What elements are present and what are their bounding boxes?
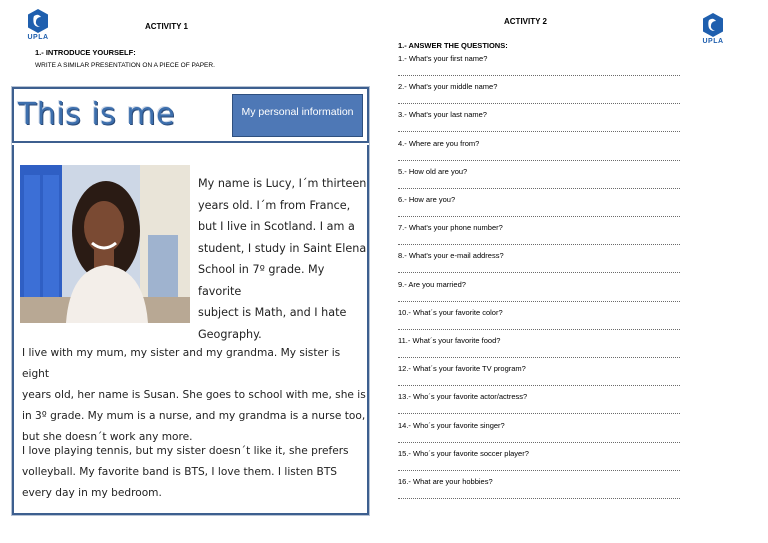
question-item: 11.- What´s your favorite food? xyxy=(398,336,501,345)
answer-line[interactable] xyxy=(398,301,680,302)
upla-logo-left xyxy=(26,8,50,41)
instruction-text: WRITE A SIMILAR PRESENTATION ON A PIECE OF PAPER. xyxy=(35,62,215,69)
question-item: 4.- Where are you from? xyxy=(398,138,480,148)
question-item: 1.- What's your first name? xyxy=(398,54,488,63)
question-item: 8.- What's your e-mail address? xyxy=(398,251,504,261)
worksheet-header xyxy=(12,87,369,143)
answer-line[interactable] xyxy=(398,470,680,471)
activity-2-title: ACTIVITY 2 xyxy=(504,17,547,26)
question-item: 3.- What's your last name? xyxy=(398,110,487,120)
this-is-me-worksheet xyxy=(11,86,370,516)
text-line: years old. I´m from France, xyxy=(198,198,351,212)
question-item: 6.- How are you? xyxy=(398,195,456,204)
paragraph-beside-photo xyxy=(198,173,368,345)
text-line: student, I study in Saint Elena xyxy=(198,241,367,255)
activity-1-title: ACTIVITY 1 xyxy=(145,22,188,31)
text-line: Geography. xyxy=(198,327,262,341)
text-line: My name is Lucy, I´m thirteen xyxy=(198,177,367,190)
question-item: 14.- Who´s your favorite singer? xyxy=(398,420,505,430)
answer-line[interactable] xyxy=(398,131,680,132)
answer-line[interactable] xyxy=(398,244,680,245)
upla-emblem-icon xyxy=(701,12,725,38)
text-line: School in 7º grade. My favorite xyxy=(198,263,325,298)
answer-line[interactable] xyxy=(398,75,680,76)
paragraph-family xyxy=(22,343,367,448)
answer-line[interactable] xyxy=(398,160,680,161)
text-line: but I live in Scotland. I am a xyxy=(198,220,355,233)
question-item: 15.- Who´s your favorite soccer player? xyxy=(398,448,529,458)
section-title-answer: 1.- ANSWER THE QUESTIONS: xyxy=(398,41,508,50)
text-line: subject is Math, and I hate xyxy=(198,306,347,319)
logo-text: UPLA xyxy=(702,38,724,45)
question-item: 12.- What´s your favorite TV program? xyxy=(398,364,526,374)
paragraph-hobbies xyxy=(22,441,367,504)
question-item: 9.- Are you married? xyxy=(398,279,466,289)
answer-line[interactable] xyxy=(398,329,680,330)
answer-line[interactable] xyxy=(398,188,680,189)
answer-line[interactable] xyxy=(398,272,680,273)
worksheet-body xyxy=(12,145,369,515)
answer-line[interactable] xyxy=(398,442,680,443)
text-line: in 3º grade. My mum is a nurse, and my grandma is a nurse too, xyxy=(22,410,366,422)
answer-line[interactable] xyxy=(398,498,680,499)
upla-emblem-icon xyxy=(26,8,50,34)
answer-line[interactable] xyxy=(398,385,680,386)
answer-line[interactable] xyxy=(398,216,680,217)
text-line: every day in my bedroom. xyxy=(22,487,162,499)
text-line: I love playing tennis, but my sister doesn´t like it, she prefers xyxy=(22,445,349,457)
answer-line[interactable] xyxy=(398,103,680,104)
girl-photo xyxy=(20,165,190,323)
question-item: 7.- What's your phone number? xyxy=(398,223,503,233)
answer-line[interactable] xyxy=(398,413,680,414)
question-item: 13.- Who´s your favorite actor/actress? xyxy=(398,392,528,402)
text-line: I live with my mum, my sister and my grandma. My sister is eight xyxy=(22,347,341,380)
question-item: 2.- What's your middle name? xyxy=(398,82,498,92)
section-title-introduce: 1.- INTRODUCE YOURSELF: xyxy=(35,48,136,57)
worksheet-heading: This is me xyxy=(18,97,176,132)
upla-logo-right xyxy=(701,12,725,45)
question-item: 10.- What´s your favorite color? xyxy=(398,307,503,317)
text-line: years old, her name is Susan. She goes to school with me, she is xyxy=(22,389,366,401)
text-line: volleyball. My favorite band is BTS, I love them. I listen BTS xyxy=(22,466,338,478)
logo-text: UPLA xyxy=(27,34,49,41)
question-item: 16.- What are your hobbies? xyxy=(398,477,493,486)
question-item: 5.- How old are you? xyxy=(398,166,468,176)
personal-info-box: My personal information xyxy=(232,94,363,137)
answer-line[interactable] xyxy=(398,357,680,358)
text-line: but she doesn´t work any more. xyxy=(22,431,193,443)
